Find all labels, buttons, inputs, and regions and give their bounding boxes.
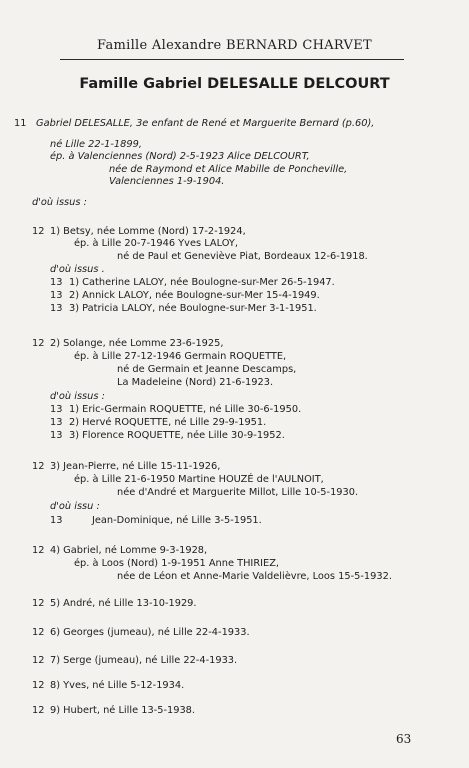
child-6: 12 6) Georges (jumeau), né Lille 22-4-1933. <box>32 627 250 638</box>
main-entry-line-1 <box>14 118 374 130</box>
running-head: Famille Alexandre BERNARD CHARVET <box>97 38 372 53</box>
child-2-line-3: né de Germain et Jeanne Descamps, <box>117 364 297 375</box>
header-rule <box>60 59 404 60</box>
main-entry-line-4: née de Raymond et Alice Mabille de Poncheville, <box>109 164 348 175</box>
child-4-line-3: née de Léon et Anne-Marie Valdelièvre, Loos 15-5-1932. <box>117 571 392 582</box>
child-8: 12 8) Yves, né Lille 5-12-1934. <box>32 680 185 691</box>
child-4-line-2: ép. à Loos (Nord) 1-9-1951 Anne THIRIEZ, <box>74 558 280 569</box>
grandchild-2-3: 13 3) Florence ROQUETTE, née Lille 30-9-1952. <box>50 430 285 441</box>
child-1-line-2: ép. à Lille 20-7-1946 Yves LALOY, <box>74 238 238 249</box>
child-3-line-2: ép. à Lille 21-6-1950 Martine HOUZÉ de l'AULNOIT, <box>74 474 324 485</box>
grandchild-1-2: 13 2) Annick LALOY, née Boulogne-sur-Mer 15-4-1949. <box>50 290 320 301</box>
child-3-line-1: 12 3) Jean-Pierre, né Lille 15-11-1926, <box>32 461 221 472</box>
main-entry-text: Gabriel DELESALLE, 3e enfant de René et Marguerite Bernard (p.60), <box>36 118 375 129</box>
child-1-line-1: 12 1) Betsy, née Lomme (Nord) 17-2-1924, <box>32 226 246 237</box>
child-2-dou-issus: d'où issus : <box>50 391 105 402</box>
child-1-line-3: né de Paul et Geneviève Piat, Bordeaux 12-6-1918. <box>117 251 368 262</box>
generation-number: 11 <box>14 118 27 129</box>
child-7: 12 7) Serge (jumeau), né Lille 22-4-1933. <box>32 655 238 666</box>
child-3-dou-issu: d'où issu : <box>50 501 100 512</box>
dou-issus-main: d'où issus : <box>32 197 87 208</box>
child-2-line-1: 12 2) Solange, née Lomme 23-6-1925, <box>32 338 224 349</box>
main-entry-line-5: Valenciennes 1-9-1904. <box>109 176 225 187</box>
child-9: 12 9) Hubert, né Lille 13-5-1938. <box>32 705 196 716</box>
grandchild-2-2: 13 2) Hervé ROQUETTE, né Lille 29-9-1951. <box>50 417 267 428</box>
main-entry-line-3: ép. à Valenciennes (Nord) 2-5-1923 Alice DELCOURT, <box>50 151 310 162</box>
grandchild-1-3: 13 3) Patricia LALOY, née Boulogne-sur-Mer 3-1-1951. <box>50 303 317 314</box>
section-title: Famille Gabriel DELESALLE DELCOURT <box>79 76 390 92</box>
grandchild-2-1: 13 1) Eric-Germain ROQUETTE, né Lille 30-6-1950. <box>50 404 302 415</box>
grandchild-3-1: 13 Jean-Dominique, né Lille 3-5-1951. <box>50 515 262 526</box>
child-5: 12 5) André, né Lille 13-10-1929. <box>32 598 197 609</box>
child-3-line-3: née d'André et Marguerite Millot, Lille 10-5-1930. <box>117 487 359 498</box>
child-2-line-2: ép. à Lille 27-12-1946 Germain ROQUETTE, <box>74 351 287 362</box>
child-1-dou-issus: d'où issus . <box>50 264 105 275</box>
child-4-line-1: 12 4) Gabriel, né Lomme 9-3-1928, <box>32 545 208 556</box>
page-number: 63 <box>396 732 412 746</box>
main-entry-line-2: né Lille 22-1-1899, <box>50 139 142 150</box>
child-2-line-4: La Madeleine (Nord) 21-6-1923. <box>117 377 274 388</box>
grandchild-1-1: 13 1) Catherine LALOY, née Boulogne-sur-Mer 26-5-1947. <box>50 277 335 288</box>
